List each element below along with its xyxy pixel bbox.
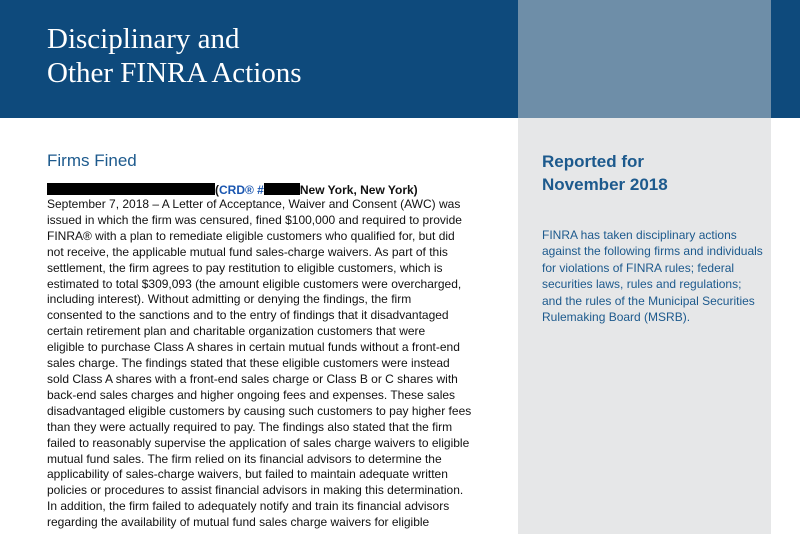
body-line: September 7, 2018 – A Letter of Acceptance, Waiver and Consent (AWC) was	[47, 197, 461, 211]
body-line: FINRA® with a plan to remediate eligible customers who qualified for, but did	[47, 228, 455, 243]
body-line: settlement, the firm agrees to pay restitution to eligible customers, which is	[47, 260, 443, 275]
body-line: regarding the availability of mutual fund sales charge waivers for eligible	[47, 515, 430, 530]
page-title-line: Other FINRA Actions	[47, 57, 302, 89]
header-edge-block	[771, 0, 800, 118]
body-line: In addition, the firm failed to adequately notify and train its financial advisors	[47, 499, 450, 514]
body-line: issued in which the firm was censured, fined $100,000 and required to provide	[47, 212, 462, 227]
page-title-line: Disciplinary and	[47, 23, 240, 55]
redaction-bar	[264, 183, 300, 195]
body-line: back-end sales charges and higher ongoing fees and expenses. These sales	[47, 387, 456, 402]
sidebar-heading	[542, 150, 757, 196]
section-heading: Firms Fined	[47, 151, 137, 170]
sidebar-intro-text: FINRA has taken disciplinary actions against the following firms and individuals for violations of FINRA rules; federal securities laws, rules and regulations; and the rules of the Municipal Securities Rulemaking Board (MSRB).	[542, 228, 763, 325]
body-line: certain retirement plan and charitable organization customers that were	[47, 324, 426, 339]
sidebar-heading-line: Reported for	[542, 152, 644, 171]
body-line: eligible to purchase Class A shares in certain mutual funds without a front-end	[47, 340, 460, 355]
body-line: disadvantaged eligible customers by causing such customers to pay higher fees	[47, 403, 472, 418]
entry-paren: (	[215, 183, 219, 197]
body-line: than they were actually required to pay. The findings also stated that the firm	[47, 419, 453, 434]
header-accent-block	[518, 0, 771, 118]
header-band	[0, 0, 518, 118]
entry-location: New York, New York)	[299, 183, 418, 197]
body-line: failed to reasonably supervise the application of sales charge waivers to eligible	[47, 435, 470, 450]
redaction-bar	[47, 183, 215, 195]
body-line: sales charge. The findings stated that these eligible customers were instead	[47, 356, 450, 371]
body-line: estimated to total $309,093 (the amount eligible customers were overcharged,	[47, 276, 462, 291]
crd-link[interactable]: CRD® #	[219, 183, 264, 197]
body-line: including interest). Without admitting or denying the findings, the firm	[47, 292, 412, 307]
body-line: mutual fund sales. The firm relied on its financial advisors to determine the	[47, 451, 442, 466]
body-line: policies or procedures to assist financial advisors in making this determination.	[47, 483, 464, 498]
entry-body	[47, 197, 503, 531]
page-title	[47, 22, 302, 90]
sidebar-heading-line: November 2018	[542, 175, 668, 194]
body-line: not receive, the applicable mutual fund sales-charge waivers. As part of this	[47, 244, 448, 259]
body-line: applicability of sales-charge waivers, but failed to maintain adequate written	[47, 467, 448, 482]
right-margin	[771, 118, 800, 534]
body-line: consented to the sanctions and to the entry of findings that it disadvantaged	[47, 308, 449, 323]
entry-heading	[47, 182, 418, 198]
body-line: sold Class A shares with a front-end sales charge or Class B or C shares with	[47, 371, 458, 386]
